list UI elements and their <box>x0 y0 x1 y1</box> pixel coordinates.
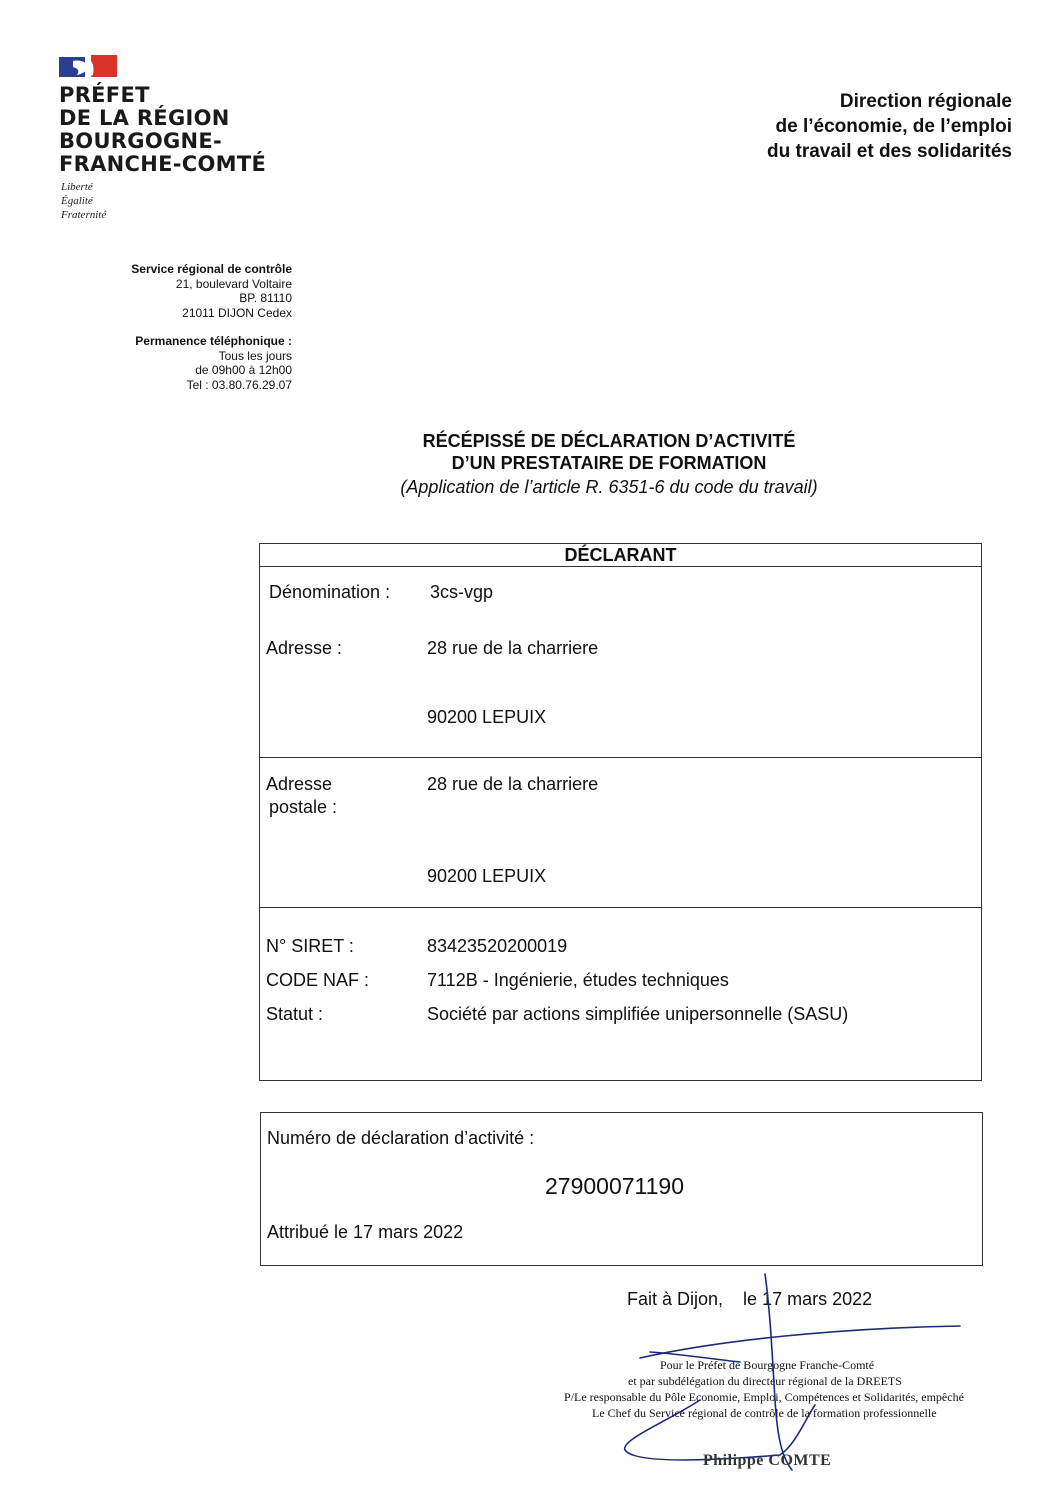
denomination-value: 3cs-vgp <box>430 582 494 602</box>
adresse-line1: 28 rue de la charriere <box>427 638 599 658</box>
attribution-date: Attribué le 17 mars 2022 <box>267 1222 464 1242</box>
direction-line: Direction régionale <box>839 91 1012 112</box>
document-subtitle: (Application de l’article R. 6351-6 du code du travail) <box>400 477 818 497</box>
signature-line: et par subdélégation du directeur régional de la DREETS <box>628 1374 902 1388</box>
document-title <box>0 430 1058 474</box>
prefet-line: DE LA RÉGION <box>59 106 230 130</box>
signer-name: Philippe COMTE <box>703 1452 832 1469</box>
declaration-number-value: 27900071190 <box>545 1173 684 1199</box>
adresse-postale-line2: 90200 LEPUIX <box>427 866 547 886</box>
service-address-line: BP. 81110 <box>239 291 292 305</box>
devise-line: Égalité <box>61 195 93 207</box>
adresse-postale-line1: 28 rue de la charriere <box>427 774 599 794</box>
devise-line: Fraternité <box>61 209 107 221</box>
permanence-title: Permanence téléphonique : <box>135 334 292 348</box>
signature-line: P/Le responsable du Pôle Economie, Emploi, Compétences et Solidarités, empêché <box>564 1390 964 1404</box>
declarant-box <box>259 543 982 1081</box>
title-line: D’UN PRESTATAIRE DE FORMATION <box>451 453 767 473</box>
handwritten-signature <box>580 1270 980 1480</box>
prefet-line: BOURGOGNE- <box>59 129 223 153</box>
siret-label: N° SIRET : <box>266 936 354 956</box>
prefet-line: FRANCHE-COMTÉ <box>59 152 267 176</box>
permanence-phone: Tel : 03.80.76.29.07 <box>186 377 292 392</box>
divider <box>260 757 981 758</box>
statut-value: Société par actions simplifiée unipersonnelle (SASU) <box>427 1004 849 1024</box>
naf-label: CODE NAF : <box>266 970 370 990</box>
prefet-title <box>59 84 266 176</box>
devise <box>61 180 106 222</box>
direction-line: de l’économie, de l’emploi <box>775 116 1012 137</box>
title-line: RÉCÉPISSÉ DE DÉCLARATION D’ACTIVITÉ <box>422 431 796 451</box>
statut-label: Statut : <box>266 1004 324 1024</box>
declarant-header: DÉCLARANT <box>260 544 981 567</box>
divider <box>260 907 981 908</box>
declaration-number-label: Numéro de déclaration d’activité : <box>267 1128 535 1148</box>
signature-place-date: Fait à Dijon, le 17 mars 2022 <box>627 1289 873 1309</box>
adresse-label: Adresse : <box>266 638 343 658</box>
siret-value: 83423520200019 <box>427 936 568 956</box>
signature-line: Pour le Préfet de Bourgogne Franche-Comté <box>660 1358 875 1372</box>
service-name: Service régional de contrôle <box>131 262 292 276</box>
permanence-line: Tous les jours <box>218 348 292 363</box>
service-contact <box>131 262 292 392</box>
denomination-label: Dénomination : <box>269 582 391 602</box>
direction-heading <box>767 89 1012 164</box>
signature-line: Le Chef du Service régional de contrôle de la formation professionnelle <box>592 1406 937 1420</box>
marianne-logo <box>59 55 119 79</box>
adresse-postale-label: Adresse <box>266 774 333 794</box>
service-address-line: 21, boulevard Voltaire <box>175 276 292 291</box>
naf-value: 7112B - Ingénierie, études techniques <box>427 970 729 990</box>
adresse-postale-label: postale : <box>269 797 338 817</box>
prefet-line: PRÉFET <box>59 83 150 107</box>
permanence-line: de 09h00 à 12h00 <box>195 363 292 377</box>
devise-line: Liberté <box>61 181 93 193</box>
direction-line: du travail et des solidarités <box>767 141 1012 162</box>
adresse-line2: 90200 LEPUIX <box>427 707 547 727</box>
service-address-line: 21011 DIJON Cedex <box>182 305 292 320</box>
declaration-number-box <box>260 1112 983 1266</box>
